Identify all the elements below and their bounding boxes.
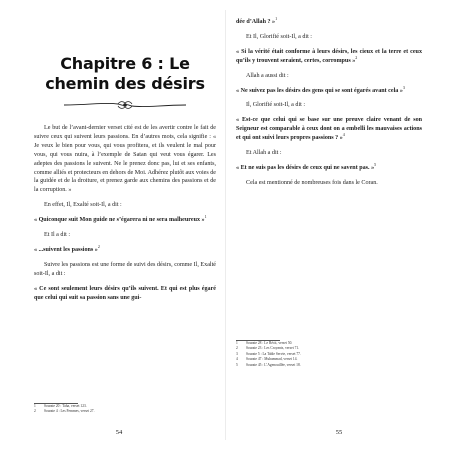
footnotes: [34, 403, 216, 415]
quran-quote: « Et ne suis pas les désirs de ceux qui ne savent pas. »$^5$: [236, 161, 377, 171]
footnote: 2 Sourate 23 : Les Croyants, verset 71.: [236, 346, 300, 351]
chapter-title: Chapitre 6 : Le chemin des désirs: [45, 54, 205, 93]
footnote: 1 Sourate 20 : Taha, verset 123.: [34, 404, 87, 408]
paragraph: Suivre les passions est une forme de suivi des désirs, comme Il, Exalté soit-Il, a dit :: [34, 261, 216, 277]
paragraph: Et Allah a dit :: [246, 150, 282, 157]
footnotes: [236, 340, 422, 368]
paragraph: Il, Glorifié soit-Il, a dit :: [246, 102, 306, 109]
footnote: 5 Sourate 45 : L’Agenouillée, verset 18.: [236, 362, 301, 367]
divider-ornament-icon: [60, 100, 190, 110]
quran-quote: « ...suivent les passions »$^2$: [34, 243, 100, 253]
gutter-divider: [225, 10, 226, 440]
paragraph: Cela est mentionné de nombreuses fois dans le Coran.: [246, 179, 378, 186]
quran-quote-continued: dée d’Allah ? »$^1$: [236, 15, 278, 25]
paragraph: Allah a aussi dit :: [246, 72, 289, 79]
page-number: 55: [335, 429, 343, 437]
paragraph: Et Il a dit :: [44, 232, 71, 239]
page-number: 54: [115, 429, 123, 437]
footnote: 1 Sourate 28 : Le Récit, verset 50.: [236, 341, 293, 345]
quran-quote: « Ne suivez pas les désirs des gens qui se sont égarés avant cela »$^3$: [236, 84, 405, 94]
footnote: 4 Sourate 47 : Muhammad, verset 14.: [236, 357, 298, 362]
quran-quote: « Quiconque suit Mon guide ne s’égarera ni ne sera malheureux »$^1$: [34, 214, 207, 224]
right-page: [232, 15, 446, 446]
paragraph: En effet, Il, Exalté soit-Il, a dit :: [44, 202, 122, 209]
quran-quote: « Si la vérité était conforme à leurs désirs, les cieux et la terre et ceux qu’ils y trouvent seraient, certes, corrompus »$^2$: [236, 48, 422, 64]
quran-quote: « Ce sont seulement leurs désirs qu’ils suivent. Et qui est plus égaré que celui qui suit sa passion sans une gui-: [34, 285, 216, 301]
footnote: 2 Sourate 4 : Les Femmes, verset 27.: [34, 409, 95, 414]
paragraph: Et Il, Glorifié soit-Il, a dit :: [246, 33, 313, 40]
left-page: [14, 18, 224, 446]
quran-quote: « Est-ce que celui qui se base sur une preuve claire venant de son Seigneur est comparable à ceux dont on a embelli les mauvaises actions et qui ont suivi leurs propres passions ? »$^4$: [236, 117, 422, 142]
intro-paragraph: Le but de l’avant-dernier verset cité est de les avertir contre le fait de suivre ceux qui suivent leurs passions. En d’autres mots, cela signifie : « Je veux le bien pour vous, qui vous profitera, et ils veulent le mal pour vous, qui vous nuira, à l’exemple de Satan qui veut vous égarer. Les adeptes des passions le suivent. Ne le prenez donc pas, lui et ses enfants, comme alliés et protecteurs en dehors de Moi. Adhérez plutôt aux voies de la guidée et de la droiture, et prenez garde aux chemins des passions et de la corruption. »: [34, 125, 216, 194]
footnote: 3 Sourate 5 : La Table Servie, verset 77.: [236, 351, 301, 356]
